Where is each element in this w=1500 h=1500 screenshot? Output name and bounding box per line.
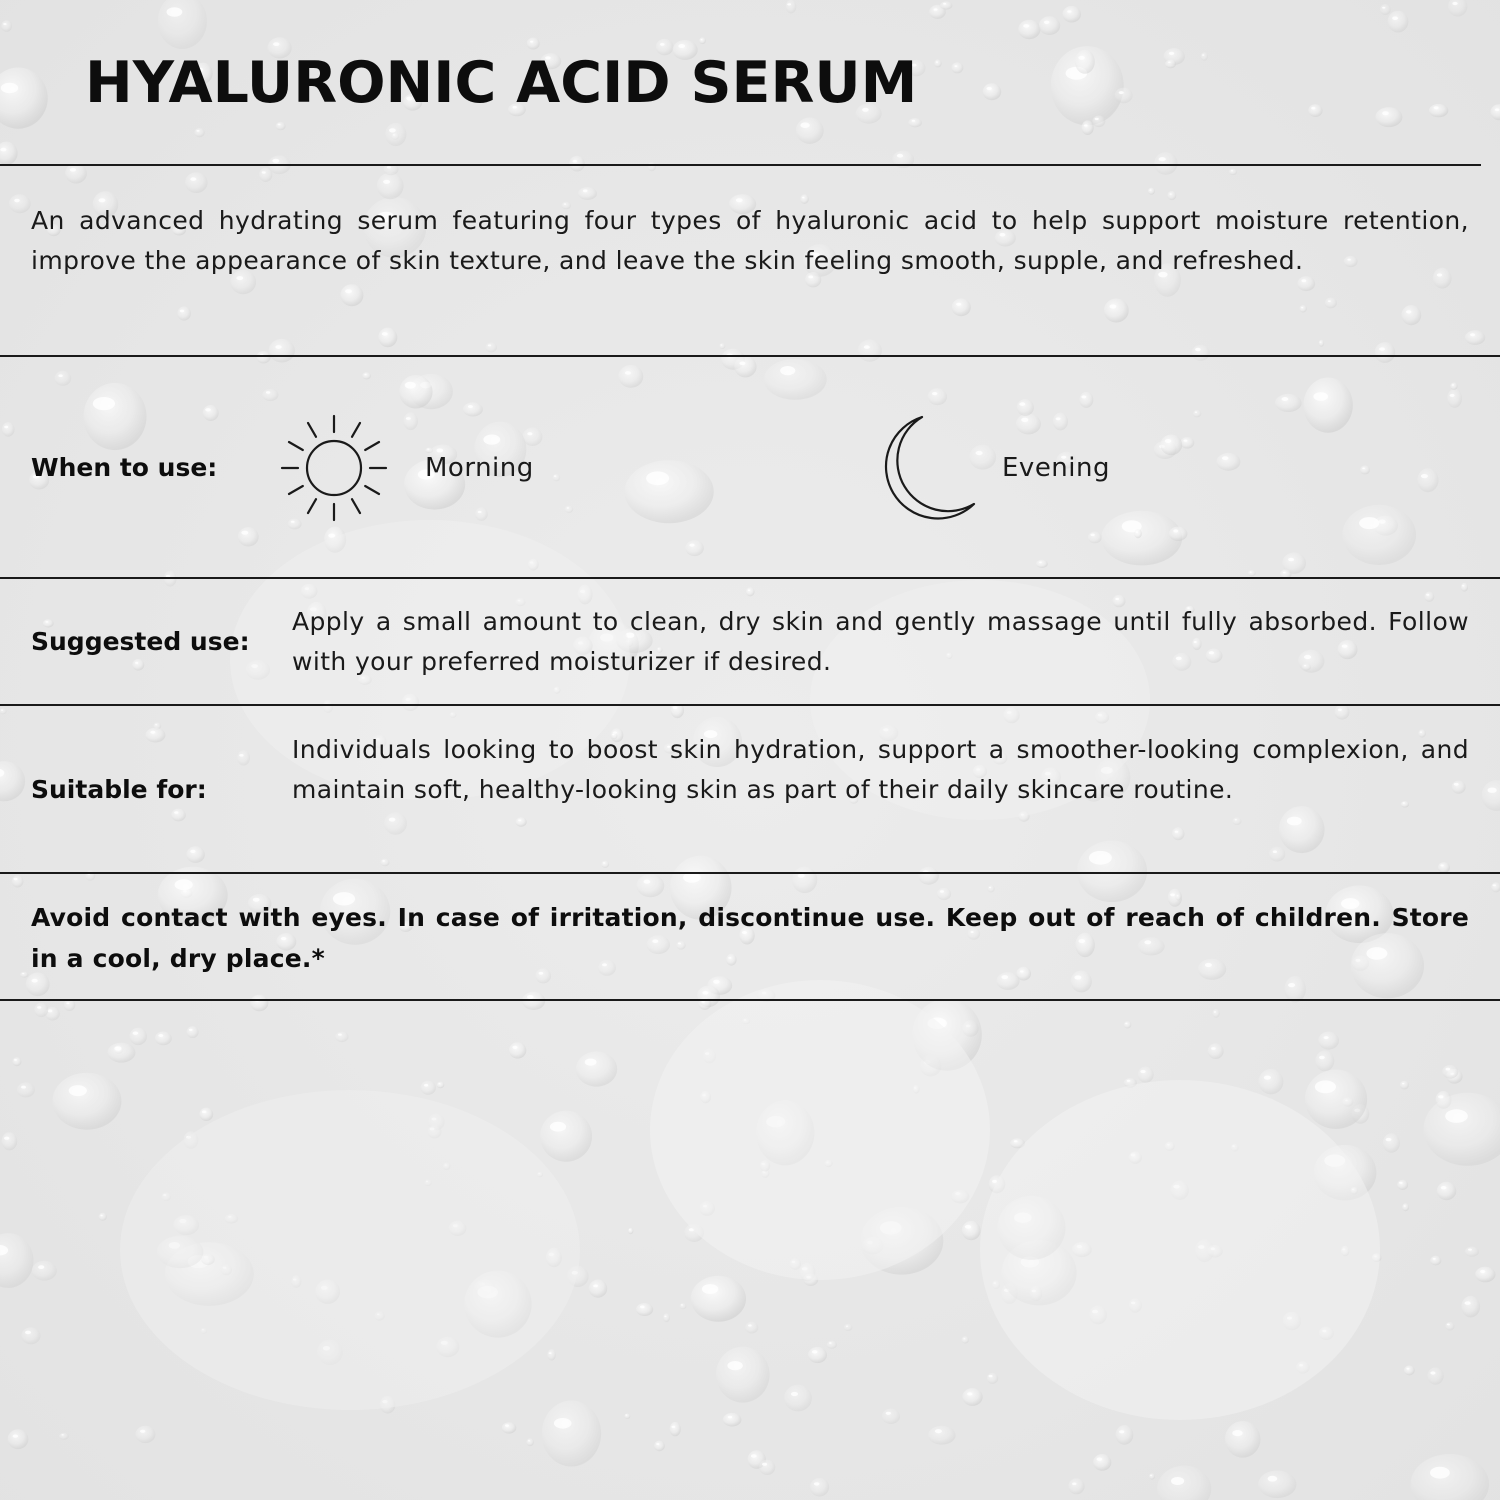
evening-label: Evening: [1002, 453, 1110, 483]
sun-ray: [308, 499, 316, 513]
sun-ray: [352, 423, 360, 437]
divider: [0, 577, 1500, 579]
sun-ray: [365, 442, 379, 450]
moon-icon: [875, 413, 985, 523]
when-to-use-label: When to use:: [31, 453, 218, 482]
divider: [0, 704, 1500, 706]
suitable-for-label: Suitable for:: [31, 775, 207, 804]
sun-ray: [289, 486, 303, 494]
suitable-for-text: Individuals looking to boost skin hydration, support a smoother-looking complexion, and maintain soft, healthy-looking skin as part of their daily skincare routine.: [292, 735, 1469, 804]
divider: [0, 164, 1481, 166]
divider: [0, 999, 1500, 1001]
morning-label: Morning: [425, 453, 534, 483]
suggested-use-text: Apply a small amount to clean, dry skin and gently massage until fully absorbed. Follow with your preferred moisturizer if desired.: [292, 607, 1469, 676]
sun-icon: [279, 413, 389, 523]
sun-ray: [289, 442, 303, 450]
sun-ray: [352, 499, 360, 513]
divider: [0, 355, 1500, 357]
sun-ray: [365, 486, 379, 494]
divider: [0, 872, 1500, 874]
safety-warning: Avoid contact with eyes. In case of irritation, discontinue use. Keep out of reach of children. Store in a cool, dry place.*: [31, 903, 1469, 973]
product-title: HYALURONIC ACID SERUM: [85, 50, 918, 116]
product-description: An advanced hydrating serum featuring four types of hyaluronic acid to help support moisture retention, improve the appearance of skin texture, and leave the skin feeling smooth, supple, and refreshed.: [31, 206, 1469, 275]
suggested-use-label: Suggested use:: [31, 627, 250, 656]
sun-ray: [308, 423, 316, 437]
